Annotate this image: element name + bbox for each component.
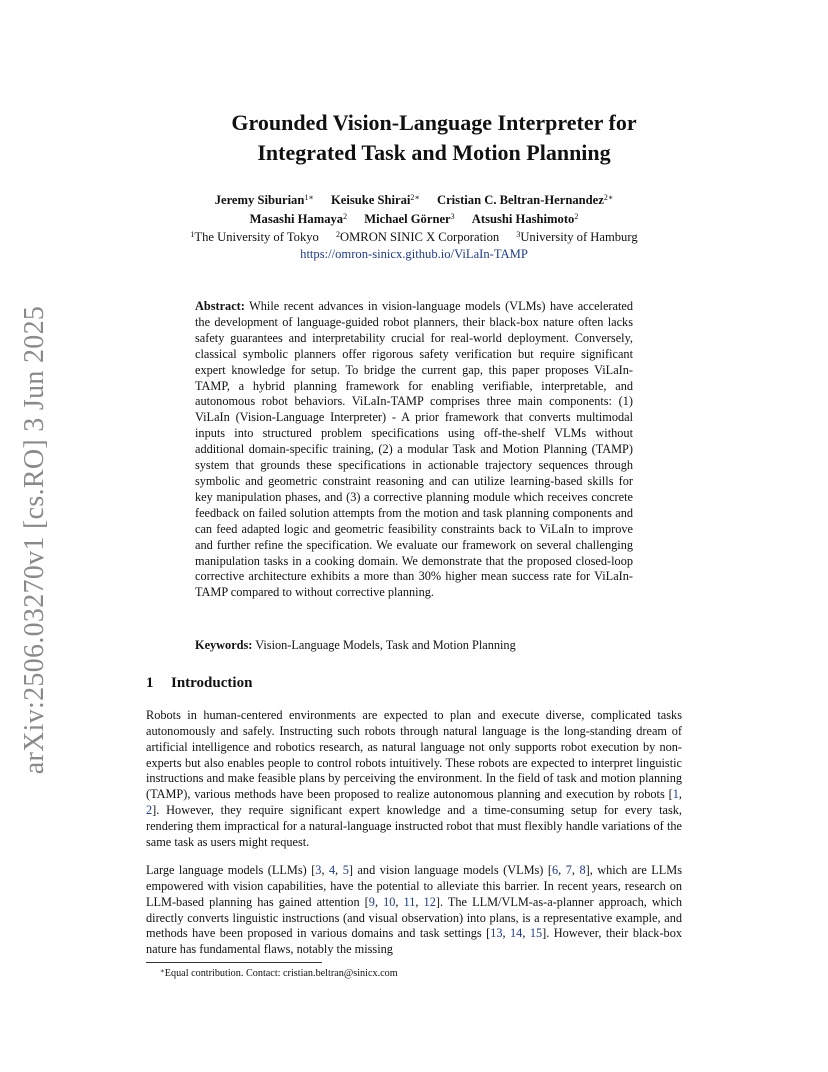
author-affiliation-mark: 2∗: [603, 193, 614, 202]
arxiv-identifier-stamp: [14, 305, 56, 775]
abstract-text: While recent advances in vision-language models (VLMs) have accelerated the development of language-guided robot planners, their black-box nature often lacks safety guarantees and interpretability crucial for real-world deployment. Conversely, classical symbolic planners offer rigorous safety verification but require significant expert knowledge for setup. To bridge the current gap, this paper proposes ViLaIn-TAMP, a hybrid planning framework for enabling verifiable, interpretable, and autonomous robot behaviors. ViLaIn-TAMP comprises three main components: (1) ViLaIn (Vision-Language Interpreter) - A prior framework that converts multimodal inputs into structured problem specifications using off-the-shelf VLMs without additional domain-specific training, (2) a modular Task and Motion Planning (TAMP) system that grounds these specifications in actionable trajectory sequences through symbolic and geometric constraint reasoning and can utilize learning-based skills for key manipulation phases, and (3) a corrective planning module which receives concrete feedback on failed solution attempts from the motion and task planning components and can feed adapted logic and geometric feasibility constraints back to ViLaIn to improve and further refine the specification. We evaluate our framework on several challenging manipulation tasks in a cooking domain. We demonstrate that the proposed closed-loop corrective architecture exhibits a more than 30% higher mean success rate for ViLaIn-TAMP compared to without corrective planning.: [195, 299, 633, 600]
citation-link[interactable]: 9: [368, 894, 375, 909]
citation-link[interactable]: 3: [315, 863, 322, 877]
project-url-link[interactable]: https://omron-sinicx.github.io/ViLaIn-TAMP: [300, 246, 528, 261]
paragraph-text: , which are LLMs empowered with vision capabilities, have the potential to alleviate this barrier. In recent years, research on LLM-based planning has gained attention: [146, 863, 683, 909]
citation-link[interactable]: 6: [552, 863, 559, 877]
citation-link[interactable]: 15: [529, 926, 543, 941]
citation-separator: ,: [678, 787, 682, 802]
author-name: Jeremy Siburian: [214, 193, 305, 207]
citation-bracket: [: [668, 787, 673, 802]
paper-title-line-1: Grounded Vision-Language Interpreter for: [231, 110, 637, 135]
paragraph-text: . However, their black-box nature has fundamental flaws, notably the missing: [146, 926, 682, 957]
author-name: Michael Görner: [364, 211, 451, 226]
paragraph-text: Robots in human-centered environments are expected to plan and execute diverse, complicated tasks autonomously and safely. Instructing such robots through natural language is the long-standing dream of artificial intelligence and robotics research, as natural language not only supports robot execution by non-experts but also enables people to control robots intuitively. These robots are expected to interpret linguistic instructions and make feasible plans by perceiving the environment. In the field of task and motion planning (TAMP), various methods have been proposed to realize autonomous planning and execution by robots: [146, 708, 682, 802]
paragraph-text: and vision language models (VLMs): [353, 863, 548, 877]
paragraph-text: Large language models (LLMs): [146, 863, 312, 877]
footnote-mark: ∗: [160, 967, 165, 975]
section-heading-introduction: [146, 673, 252, 693]
paragraph-text: . The LLM/VLM-as-a-planner approach, which directly converts linguistic instructions (and visual observation) into plans, is a representative example, and methods have been proposed in various domains and task settings: [146, 894, 682, 941]
author-affiliation-mark: 2: [574, 211, 579, 221]
author-affiliation-mark: 2: [343, 211, 348, 221]
keywords-label: Keywords:: [195, 638, 253, 652]
project-url-line: [120, 246, 708, 263]
section-number: 1: [146, 675, 154, 691]
affiliation-name: University of Hamburg: [520, 230, 638, 244]
author-name: Cristian C. Beltran-Hernandez: [437, 193, 604, 207]
footnote-divider: [146, 962, 322, 963]
citation-link[interactable]: 8: [579, 863, 586, 877]
citation-link[interactable]: 13: [490, 926, 503, 941]
author-block: [120, 190, 708, 262]
paragraph-text: . However, they require significant expert knowledge and a time-consuming setup for every task, rendering them impractical for a natural-language instructed robot that must flexibly handle variations of the same task as users might request.: [146, 803, 682, 849]
affiliation-mark: 3: [516, 230, 521, 239]
citation-link[interactable]: 11: [403, 894, 416, 909]
keywords-text: Vision-Language Models, Task and Motion Planning: [255, 638, 516, 652]
intro-paragraph-2: Large language models (LLMs) [3, 4, 5] and vision language models (VLMs) [6, 7, 8], which are LLMs empowered with vision capabilities, have the potential to alleviate this barrier. In recent years, research on LLM-based planning has gained attention [9, 10, 11, 12]. The LLM/VLM-as-a-planner approach, which directly converts linguistic instructions (and visual observation) into plans, is a representative example, and methods have been proposed in various domains and task settings [13, 14, 15]. However, their black-box nature has fundamental flaws, notably the missing: [146, 863, 683, 957]
arxiv-identifier-text: arXiv:2506.03270v1 [cs.RO] 3 Jun 2025: [19, 305, 50, 775]
footnote: [160, 965, 398, 980]
citation-bracket: ]: [152, 803, 157, 818]
citation-link[interactable]: 2: [146, 803, 153, 818]
author-name: Masashi Hamaya: [249, 211, 344, 226]
intro-paragraph-1: [146, 708, 682, 851]
citation-link[interactable]: 7: [565, 863, 572, 877]
citation-link[interactable]: 5: [342, 863, 349, 877]
affiliation-mark: 1: [190, 230, 195, 239]
author-affiliation-mark: 3: [450, 211, 455, 221]
citation-link[interactable]: 1: [672, 787, 679, 802]
affiliation-name: The University of Tokyo: [194, 230, 319, 244]
paper-title-line-2: Integrated Task and Motion Planning: [257, 140, 611, 165]
author-line-2: [120, 209, 708, 228]
affiliation-line: [120, 227, 708, 246]
author-line-1: [120, 190, 708, 209]
citation-link[interactable]: 14: [510, 926, 523, 941]
footnote-text: Equal contribution. Contact: cristian.beltran@sinicx.com: [164, 968, 398, 979]
author-name: Keisuke Shirai: [330, 193, 411, 207]
author-affiliation-mark: 2∗: [410, 193, 420, 202]
citation-link[interactable]: 4: [329, 863, 336, 877]
keywords: [195, 637, 633, 653]
abstract: [195, 299, 633, 601]
citation-link[interactable]: 12: [423, 894, 436, 909]
author-affiliation-mark: 1∗: [304, 193, 314, 202]
section-title: Introduction: [171, 675, 253, 691]
author-name: Atsushi Hashimoto: [471, 211, 575, 226]
affiliation-name: OMRON SINIC X Corporation: [340, 230, 500, 244]
citation-link[interactable]: 10: [383, 894, 396, 909]
paper-title: [120, 108, 748, 168]
affiliation-mark: 2: [336, 230, 340, 239]
abstract-label: Abstract:: [195, 299, 245, 313]
